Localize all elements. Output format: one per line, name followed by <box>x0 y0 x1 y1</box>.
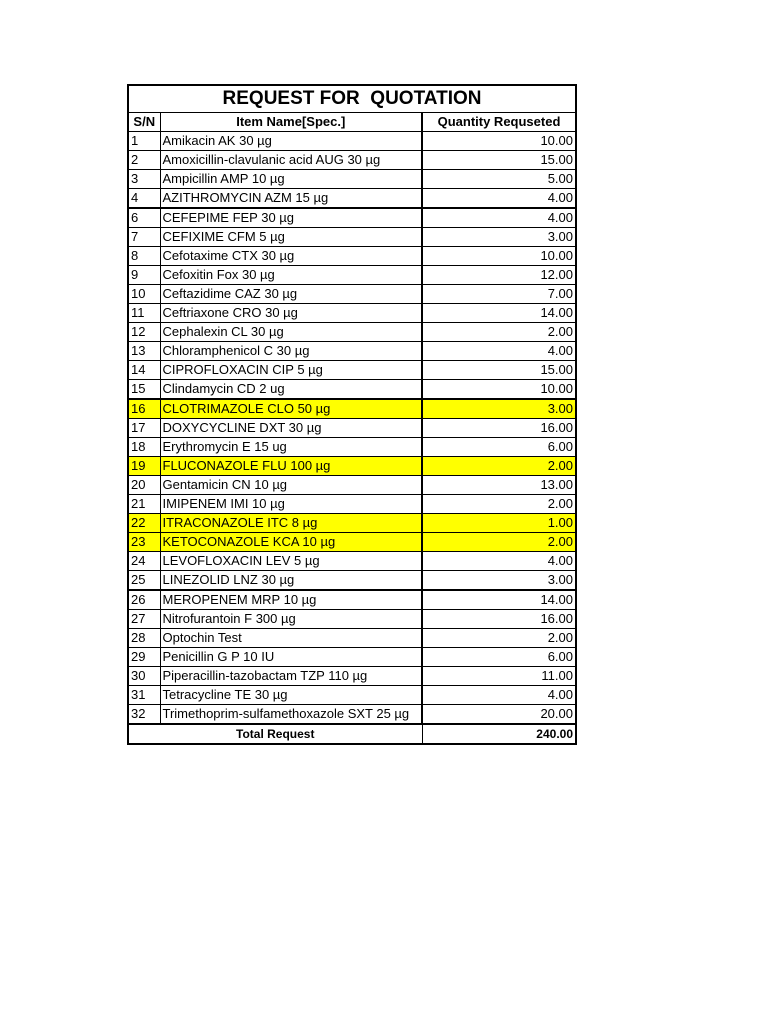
table-row <box>129 323 575 342</box>
row-item-name-cell[interactable]: Ampicillin AMP 10 µg <box>160 170 422 189</box>
table-row <box>129 342 575 361</box>
table-row <box>129 132 575 151</box>
total-row <box>129 724 575 743</box>
row-sn-cell[interactable]: 32 <box>129 705 160 725</box>
row-sn-cell[interactable]: 22 <box>129 514 160 533</box>
row-quantity-cell[interactable]: 12.00 <box>422 266 575 285</box>
row-sn-cell[interactable]: 21 <box>129 495 160 514</box>
table-row <box>129 648 575 667</box>
row-item-name-cell[interactable]: IMIPENEM IMI 10 µg <box>160 495 422 514</box>
table-row <box>129 476 575 495</box>
table-row <box>129 629 575 648</box>
row-quantity-cell[interactable]: 13.00 <box>422 476 575 495</box>
row-quantity-cell[interactable]: 2.00 <box>422 457 575 476</box>
table-row <box>129 571 575 591</box>
row-item-name-cell[interactable]: Optochin Test <box>160 629 422 648</box>
row-quantity-cell[interactable]: 15.00 <box>422 361 575 380</box>
row-item-name-cell[interactable]: Nitrofurantoin F 300 µg <box>160 610 422 629</box>
table-row <box>129 495 575 514</box>
row-item-name-cell[interactable]: Erythromycin E 15 ug <box>160 438 422 457</box>
row-quantity-cell[interactable]: 10.00 <box>422 380 575 400</box>
row-sn-cell[interactable]: 18 <box>129 438 160 457</box>
row-sn-cell[interactable]: 1 <box>129 132 160 151</box>
row-item-name-cell[interactable]: Gentamicin CN 10 µg <box>160 476 422 495</box>
row-item-name-cell[interactable]: Chloramphenicol C 30 µg <box>160 342 422 361</box>
table-row <box>129 686 575 705</box>
row-sn-cell[interactable]: 3 <box>129 170 160 189</box>
row-sn-cell[interactable]: 10 <box>129 285 160 304</box>
row-item-name-cell[interactable]: AZITHROMYCIN AZM 15 µg <box>160 189 422 209</box>
row-sn-cell[interactable]: 27 <box>129 610 160 629</box>
row-sn-cell[interactable]: 16 <box>129 399 160 419</box>
row-quantity-cell[interactable]: 1.00 <box>422 514 575 533</box>
table-row <box>129 151 575 170</box>
table-row <box>129 457 575 476</box>
row-quantity-cell[interactable]: 4.00 <box>422 686 575 705</box>
table-row <box>129 208 575 228</box>
row-item-name-cell[interactable]: LINEZOLID LNZ 30 µg <box>160 571 422 591</box>
row-item-name-cell[interactable]: Penicillin G P 10 IU <box>160 648 422 667</box>
row-item-name-cell[interactable]: CLOTRIMAZOLE CLO 50 µg <box>160 399 422 419</box>
table-row <box>129 170 575 189</box>
table-row <box>129 438 575 457</box>
row-quantity-cell[interactable]: 16.00 <box>422 610 575 629</box>
row-quantity-cell[interactable]: 20.00 <box>422 705 575 725</box>
row-quantity-cell[interactable]: 2.00 <box>422 323 575 342</box>
table-row <box>129 380 575 400</box>
row-sn-cell[interactable]: 2 <box>129 151 160 170</box>
row-sn-cell[interactable]: 30 <box>129 667 160 686</box>
row-sn-cell[interactable]: 28 <box>129 629 160 648</box>
row-sn-cell[interactable]: 9 <box>129 266 160 285</box>
row-quantity-cell[interactable]: 16.00 <box>422 419 575 438</box>
row-quantity-cell[interactable]: 3.00 <box>422 399 575 419</box>
row-quantity-cell[interactable]: 3.00 <box>422 571 575 591</box>
row-sn-cell[interactable]: 12 <box>129 323 160 342</box>
row-item-name-cell[interactable]: ITRACONAZOLE ITC 8 µg <box>160 514 422 533</box>
header-item-name[interactable]: Item Name[Spec.] <box>160 113 422 132</box>
row-quantity-cell[interactable]: 2.00 <box>422 495 575 514</box>
row-quantity-cell[interactable]: 11.00 <box>422 667 575 686</box>
header-quantity[interactable]: Quantity Requseted <box>422 113 575 132</box>
row-quantity-cell[interactable]: 4.00 <box>422 208 575 228</box>
row-item-name-cell[interactable]: CIPROFLOXACIN CIP 5 µg <box>160 361 422 380</box>
quotation-sheet <box>127 84 577 745</box>
table-row <box>129 419 575 438</box>
row-item-name-cell[interactable]: DOXYCYCLINE DXT 30 µg <box>160 419 422 438</box>
row-item-name-cell[interactable]: MEROPENEM MRP 10 µg <box>160 590 422 610</box>
table-row <box>129 705 575 725</box>
row-sn-cell[interactable]: 4 <box>129 189 160 209</box>
table-row <box>129 399 575 419</box>
row-item-name-cell[interactable]: CEFIXIME CFM 5 µg <box>160 228 422 247</box>
row-quantity-cell[interactable]: 2.00 <box>422 629 575 648</box>
row-sn-cell[interactable]: 23 <box>129 533 160 552</box>
row-quantity-cell[interactable]: 6.00 <box>422 438 575 457</box>
table-row <box>129 228 575 247</box>
table-row <box>129 610 575 629</box>
table-row <box>129 514 575 533</box>
page-title: REQUEST FOR QUOTATION <box>129 86 575 113</box>
row-item-name-cell[interactable]: KETOCONAZOLE KCA 10 µg <box>160 533 422 552</box>
row-quantity-cell[interactable]: 2.00 <box>422 533 575 552</box>
row-item-name-cell[interactable]: Clindamycin CD 2 ug <box>160 380 422 400</box>
row-item-name-cell[interactable]: Cefotaxime CTX 30 µg <box>160 247 422 266</box>
row-sn-cell[interactable]: 13 <box>129 342 160 361</box>
row-sn-cell[interactable]: 24 <box>129 552 160 571</box>
row-sn-cell[interactable]: 17 <box>129 419 160 438</box>
row-quantity-cell[interactable]: 4.00 <box>422 342 575 361</box>
row-sn-cell[interactable]: 11 <box>129 304 160 323</box>
row-sn-cell[interactable]: 15 <box>129 380 160 400</box>
row-item-name-cell[interactable]: CEFEPIME FEP 30 µg <box>160 208 422 228</box>
row-item-name-cell[interactable]: LEVOFLOXACIN LEV 5 µg <box>160 552 422 571</box>
total-value[interactable]: 240.00 <box>422 724 575 743</box>
row-item-name-cell[interactable]: Ceftazidime CAZ 30 µg <box>160 285 422 304</box>
row-item-name-cell[interactable]: FLUCONAZOLE FLU 100 µg <box>160 457 422 476</box>
row-quantity-cell[interactable]: 5.00 <box>422 170 575 189</box>
table-row <box>129 667 575 686</box>
row-sn-cell[interactable]: 29 <box>129 648 160 667</box>
row-sn-cell[interactable]: 7 <box>129 228 160 247</box>
row-item-name-cell[interactable]: Piperacillin-tazobactam TZP 110 µg <box>160 667 422 686</box>
total-label[interactable]: Total Request <box>129 724 422 743</box>
row-quantity-cell[interactable]: 6.00 <box>422 648 575 667</box>
row-quantity-cell[interactable]: 4.00 <box>422 552 575 571</box>
table-body <box>129 132 575 725</box>
quotation-table <box>129 113 575 743</box>
table-row <box>129 361 575 380</box>
row-item-name-cell[interactable]: Cephalexin CL 30 µg <box>160 323 422 342</box>
row-sn-cell[interactable]: 8 <box>129 247 160 266</box>
table-row <box>129 247 575 266</box>
header-sn[interactable]: S/N <box>129 113 160 132</box>
row-sn-cell[interactable]: 6 <box>129 208 160 228</box>
row-sn-cell[interactable]: 31 <box>129 686 160 705</box>
row-quantity-cell[interactable]: 4.00 <box>422 189 575 209</box>
row-item-name-cell[interactable]: Ceftriaxone CRO 30 µg <box>160 304 422 323</box>
table-row <box>129 266 575 285</box>
row-quantity-cell[interactable]: 10.00 <box>422 132 575 151</box>
table-row <box>129 285 575 304</box>
row-sn-cell[interactable]: 20 <box>129 476 160 495</box>
row-item-name-cell[interactable]: Trimethoprim-sulfamethoxazole SXT 25 µg <box>160 705 422 725</box>
row-sn-cell[interactable]: 26 <box>129 590 160 610</box>
table-row <box>129 189 575 209</box>
header-row <box>129 113 575 132</box>
table-row <box>129 533 575 552</box>
row-sn-cell[interactable]: 25 <box>129 571 160 591</box>
table-row <box>129 590 575 610</box>
row-sn-cell[interactable]: 19 <box>129 457 160 476</box>
row-quantity-cell[interactable]: 3.00 <box>422 228 575 247</box>
row-quantity-cell[interactable]: 14.00 <box>422 304 575 323</box>
row-item-name-cell[interactable]: Cefoxitin Fox 30 µg <box>160 266 422 285</box>
row-item-name-cell[interactable]: Tetracycline TE 30 µg <box>160 686 422 705</box>
row-quantity-cell[interactable]: 7.00 <box>422 285 575 304</box>
row-sn-cell[interactable]: 14 <box>129 361 160 380</box>
row-quantity-cell[interactable]: 10.00 <box>422 247 575 266</box>
row-item-name-cell[interactable]: Amikacin AK 30 µg <box>160 132 422 151</box>
table-row <box>129 552 575 571</box>
table-row <box>129 304 575 323</box>
row-item-name-cell[interactable]: Amoxicillin-clavulanic acid AUG 30 µg <box>160 151 422 170</box>
row-quantity-cell[interactable]: 15.00 <box>422 151 575 170</box>
row-quantity-cell[interactable]: 14.00 <box>422 590 575 610</box>
